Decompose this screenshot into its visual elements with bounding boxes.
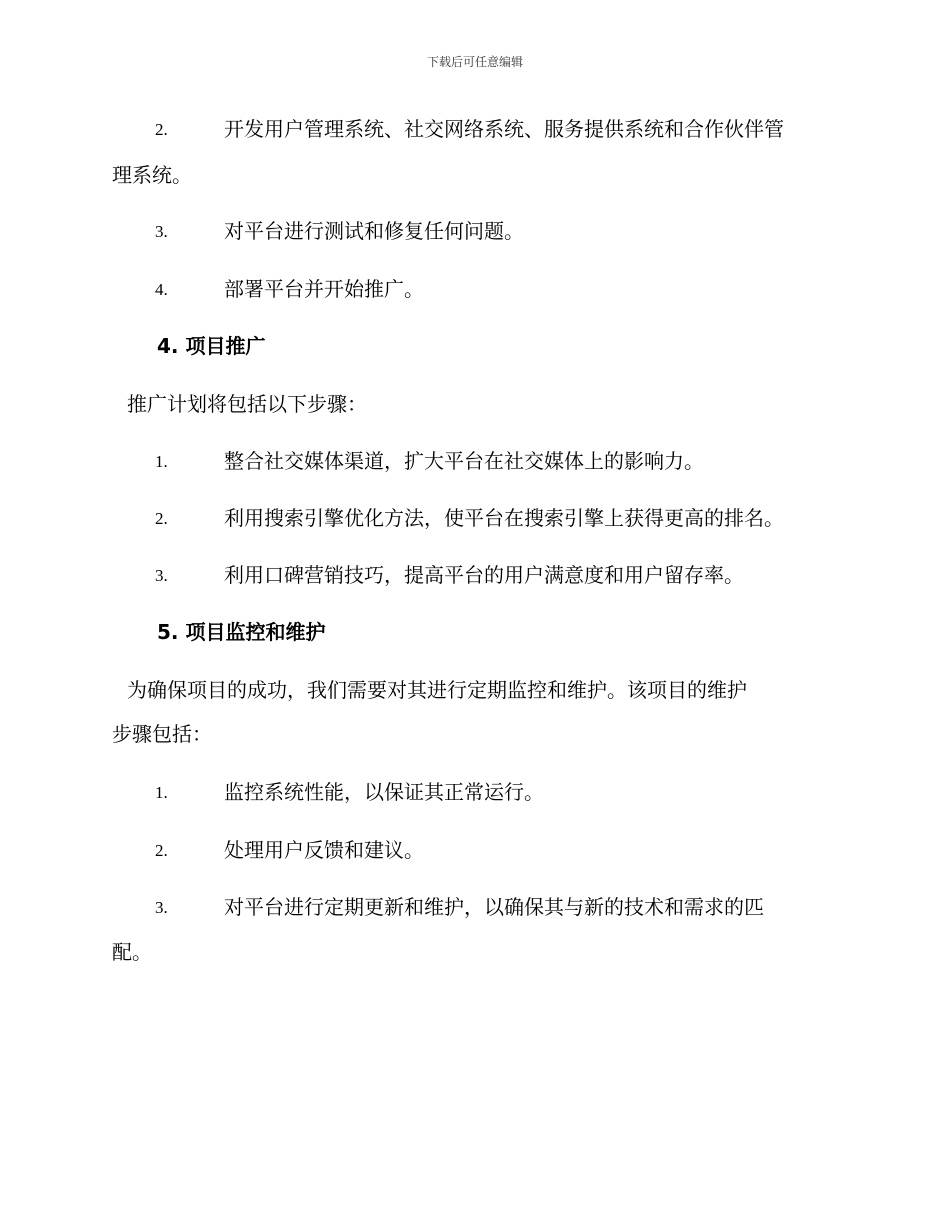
list-item-text: 对平台进行测试和修复任何问题。 — [224, 219, 524, 243]
list-item-number: 3. — [155, 898, 168, 917]
list-item-text: 利用搜索引擎优化方法，使平台在搜索引擎上获得更高的排名。 — [224, 506, 784, 530]
list-item-number: 3. — [155, 566, 168, 585]
list-item-text: 监控系统性能，以保证其正常运行。 — [224, 780, 544, 804]
list-item-text: 整合社交媒体渠道，扩大平台在社交媒体上的影响力。 — [224, 449, 704, 473]
section-intro: 为确保项目的成功，我们需要对其进行定期监控和维护。该项目的维护 — [127, 678, 747, 702]
list-item-text: 处理用户反馈和建议。 — [224, 838, 424, 862]
list-item-text: 开发用户管理系统、社交网络系统、服务提供系统和合作伙伴管 — [224, 117, 784, 141]
list-item-continuation: 理系统。 — [112, 163, 192, 187]
section-intro: 推广计划将包括以下步骤： — [127, 392, 367, 416]
list-item-number: 3. — [155, 222, 168, 241]
list-item-text: 部署平台并开始推广。 — [224, 277, 424, 301]
list-item-number: 2. — [155, 509, 168, 528]
list-item-text: 利用口碑营销技巧，提高平台的用户满意度和用户留存率。 — [224, 563, 744, 587]
list-item-number: 2. — [155, 120, 168, 139]
list-item-number: 1. — [155, 452, 168, 471]
section-heading: 5. 项目监控和维护 — [157, 620, 326, 644]
section-intro-continuation: 步骤包括： — [112, 722, 212, 746]
list-item-continuation: 配。 — [112, 940, 152, 964]
list-item-text: 对平台进行定期更新和维护，以确保其与新的技术和需求的匹 — [224, 895, 764, 919]
page-header: 下载后可任意编辑 — [426, 55, 523, 69]
section-heading: 4. 项目推广 — [157, 334, 266, 358]
list-item-number: 2. — [155, 841, 168, 860]
list-item-number: 1. — [155, 783, 168, 802]
list-item-number: 4. — [155, 280, 168, 299]
